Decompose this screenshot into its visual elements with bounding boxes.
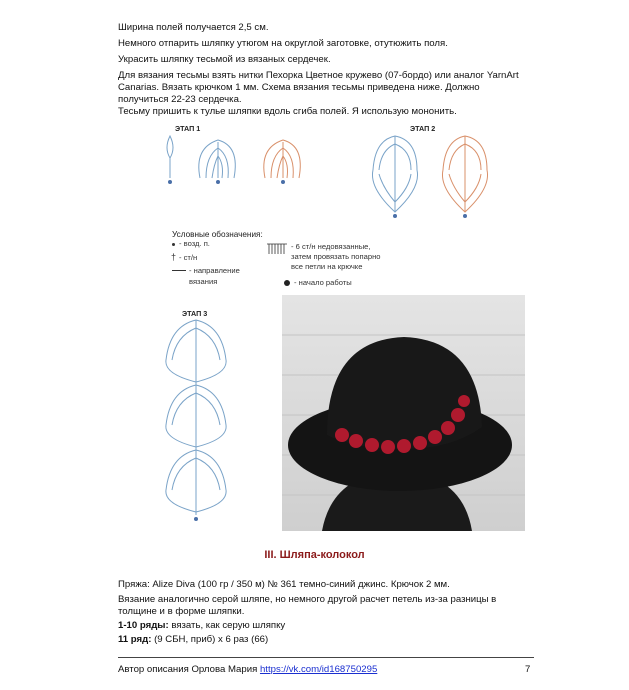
- stage3-diagram: [160, 315, 232, 525]
- hat-photo: [282, 295, 525, 531]
- text-knit-2: толщине и в форме шляпки.: [118, 606, 245, 617]
- footer-author: [118, 664, 377, 675]
- text-steam: Немного отпарить шляпку утюгом на округлой заготовке, отутюжить поля.: [118, 38, 448, 49]
- stage2-diagram: [365, 130, 505, 222]
- text-decorate: Украсить шляпку тесьмой из вязаных сердечек.: [118, 54, 331, 65]
- legend-cluster3: все петли на крючке: [291, 262, 363, 271]
- legend-dir1: - направление: [189, 266, 240, 275]
- row11-text: (9 СБН, приб) х 6 раз (66): [151, 634, 269, 645]
- text-yarn: Пряжа: Alize Diva (100 гр / 350 м) № 361 темно-синий джинс. Крючок 2 мм.: [118, 579, 450, 590]
- text-rows-1-10: [118, 620, 285, 632]
- text-knit-1: Вязание аналогично серой шляпе, но немного другой расчет петель из-за разницы в: [118, 594, 497, 605]
- legend-dir2: вязания: [189, 277, 218, 286]
- page-number: 7: [525, 664, 531, 675]
- author-text: Автор описания Орлова Мария: [118, 664, 260, 675]
- rows-text: вязать, как серую шляпку: [168, 620, 286, 631]
- text-yarn-tape-3: получиться 22-23 сердечка.: [118, 94, 242, 105]
- text-yarn-tape-1: Для вязания тесьмы взять нитки Пехорка Цветное кружево (07-бордо) или аналог YarnArt: [118, 70, 519, 81]
- cluster-icon: [266, 243, 288, 255]
- text-yarn-tape-2: Canarias. Вязать крючком 1 мм. Схема вязания тесьмы приведена ниже. Должно: [118, 82, 480, 93]
- stage1-label: ЭТАП 1: [175, 124, 201, 133]
- text-sew: Тесьму пришить к тулье шляпки вдоль сгиба полей. Я использую мононить.: [118, 106, 457, 117]
- direction-arrow-icon: [172, 270, 186, 271]
- legend-cluster2: затем провязать попарно: [291, 252, 381, 261]
- stage3-label: ЭТАП 3: [182, 309, 208, 318]
- legend-start: - начало работы: [294, 278, 352, 287]
- footer-divider: [118, 657, 534, 658]
- chain-stitch-icon: [172, 243, 175, 246]
- legend-title: Условные обозначения:: [172, 230, 263, 239]
- start-dot-icon: [284, 280, 290, 286]
- text-row-11: [118, 634, 268, 646]
- legend-cluster1: - 6 ст/н недовязанные,: [291, 242, 371, 251]
- rows-label: 1-10 ряды:: [118, 620, 169, 631]
- row11-label: 11 ряд:: [118, 634, 152, 645]
- stage2-label: ЭТАП 2: [410, 124, 436, 133]
- text-brim-width: Ширина полей получается 2,5 см.: [118, 22, 269, 33]
- double-crochet-icon: †: [171, 252, 177, 262]
- section-title: III. Шляпа-колокол: [264, 549, 365, 561]
- stage1-diagram: [160, 130, 325, 192]
- legend-dc: - ст/н: [179, 253, 198, 262]
- author-link[interactable]: https://vk.com/id168750295: [259, 664, 378, 675]
- legend-chain: - возд. п.: [179, 239, 210, 248]
